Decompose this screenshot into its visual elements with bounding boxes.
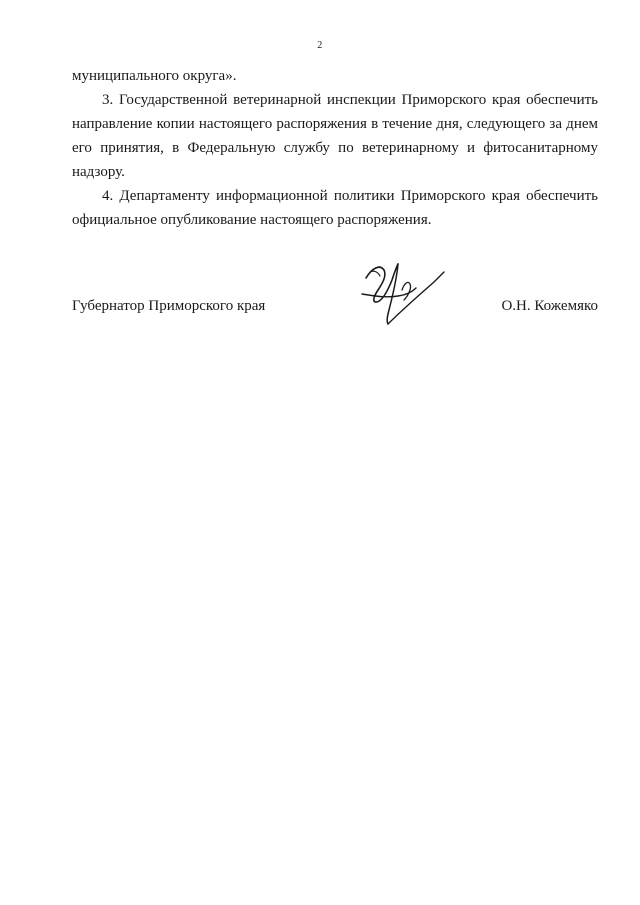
- signatory-position: Губернатор Приморского края: [72, 298, 266, 314]
- paragraph-item-3: 3. Государственной ветеринарной инспекции Приморского края обеспечить направление копии настоящего распоряжения в течение дня, следующего за днем его принятия, в Федеральную службу по ветеринарному и фитосанитарному надзору.: [72, 92, 598, 180]
- page-number: 2: [317, 40, 323, 51]
- document-body: [72, 64, 598, 232]
- paragraph-continuation: муниципального округа».: [72, 68, 237, 84]
- signatory-name: О.Н. Кожемяко: [501, 298, 598, 314]
- paragraph-item-4: 4. Департаменту информационной политики Приморского края обеспечить официальное опубликование настоящего распоряжения.: [72, 188, 598, 228]
- signature-block: [72, 294, 598, 334]
